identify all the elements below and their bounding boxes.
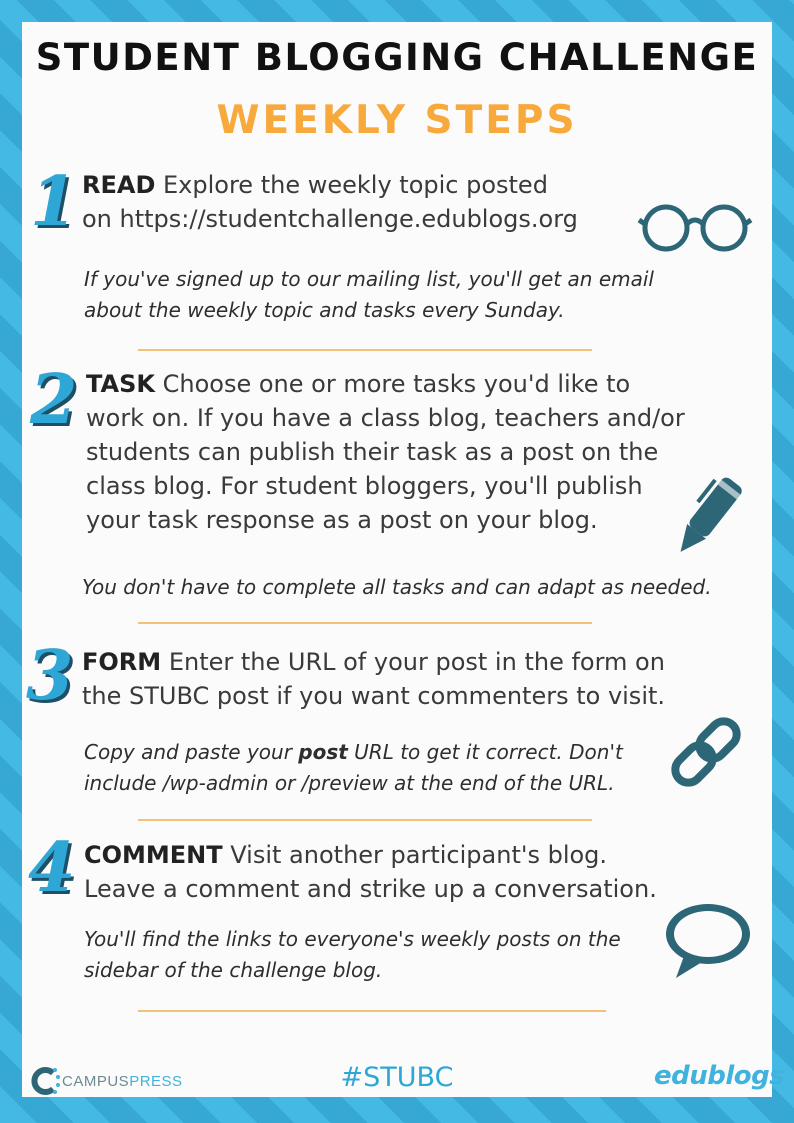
step-2-line-2: work on. If you have a class blog, teachers and/or — [86, 404, 685, 432]
step-2-note — [82, 572, 752, 603]
hashtag: #STUBC — [340, 1062, 454, 1093]
step-1-note — [84, 264, 704, 326]
step-3-line-2: the STUBC post if you want commenters to visit. — [82, 682, 666, 710]
campuspress-wordmark-a: CAMPUS — [62, 1072, 130, 1090]
step-2-line-5: your task response as a post on your blog. — [86, 506, 598, 534]
step-4-note — [84, 924, 684, 986]
step-1-number: 1 — [30, 162, 78, 242]
step-3-note-line-2: include /wp-admin or /preview at the end of the URL. — [84, 771, 615, 795]
divider-3 — [138, 819, 592, 821]
step-1-text — [82, 168, 622, 236]
step-4-number: 4 — [28, 828, 76, 908]
step-3-note-post: URL to get it correct. Don't — [347, 740, 623, 764]
step-4-line-2: Leave a comment and strike up a conversation. — [84, 875, 657, 903]
step-3-text — [82, 645, 722, 713]
step-3-number: 3 — [26, 636, 74, 716]
page-title: STUDENT BLOGGING CHALLENGE — [35, 36, 759, 79]
edublogs-logo: edublogs — [654, 1061, 785, 1091]
step-2-note-line-1: You don't have to complete all tasks and can adapt as needed. — [82, 575, 712, 599]
step-2-line-3: students can publish their task as a post on the — [86, 438, 659, 466]
step-1-note-line-1: If you've signed up to our mailing list, you'll get an email — [84, 267, 654, 291]
divider-2 — [138, 622, 592, 624]
step-3-note — [84, 737, 684, 799]
pen-icon — [662, 477, 752, 559]
step-2-line-4: class blog. For student bloggers, you'll publish — [86, 472, 643, 500]
step-4-note-line-1: You'll find the links to everyone's weekly posts on the — [84, 927, 621, 951]
step-3-note-pre: Copy and paste your — [84, 740, 299, 764]
poster-card — [22, 22, 785, 1097]
campuspress-wordmark-b: PRESS — [129, 1072, 183, 1090]
step-4-text — [84, 838, 724, 906]
divider-1 — [138, 349, 592, 351]
step-2-text — [86, 367, 706, 537]
step-2-number: 2 — [30, 360, 78, 440]
step-2-keyword: TASK — [86, 370, 155, 398]
step-3-line-1: Enter the URL of your post in the form on — [168, 648, 665, 676]
step-3-keyword: FORM — [82, 648, 162, 676]
step-1-line-1: Explore the weekly topic posted — [163, 171, 548, 199]
step-4-keyword: COMMENT — [84, 841, 223, 869]
page-subtitle: WEEKLY STEPS — [216, 98, 578, 143]
divider-4 — [138, 1010, 606, 1012]
step-1-note-line-2: about the weekly topic and tasks every Sunday. — [84, 298, 565, 322]
step-1-line-2: on https://studentchallenge.edublogs.org — [82, 205, 578, 233]
step-3-note-bold: post — [298, 740, 348, 764]
glasses-icon — [636, 200, 756, 252]
step-4-note-line-2: sidebar of the challenge blog. — [84, 958, 383, 982]
step-1-keyword: READ — [82, 171, 156, 199]
step-4-line-1: Visit another participant's blog. — [230, 841, 608, 869]
step-2-line-1: Choose one or more tasks you'd like to — [162, 370, 631, 398]
